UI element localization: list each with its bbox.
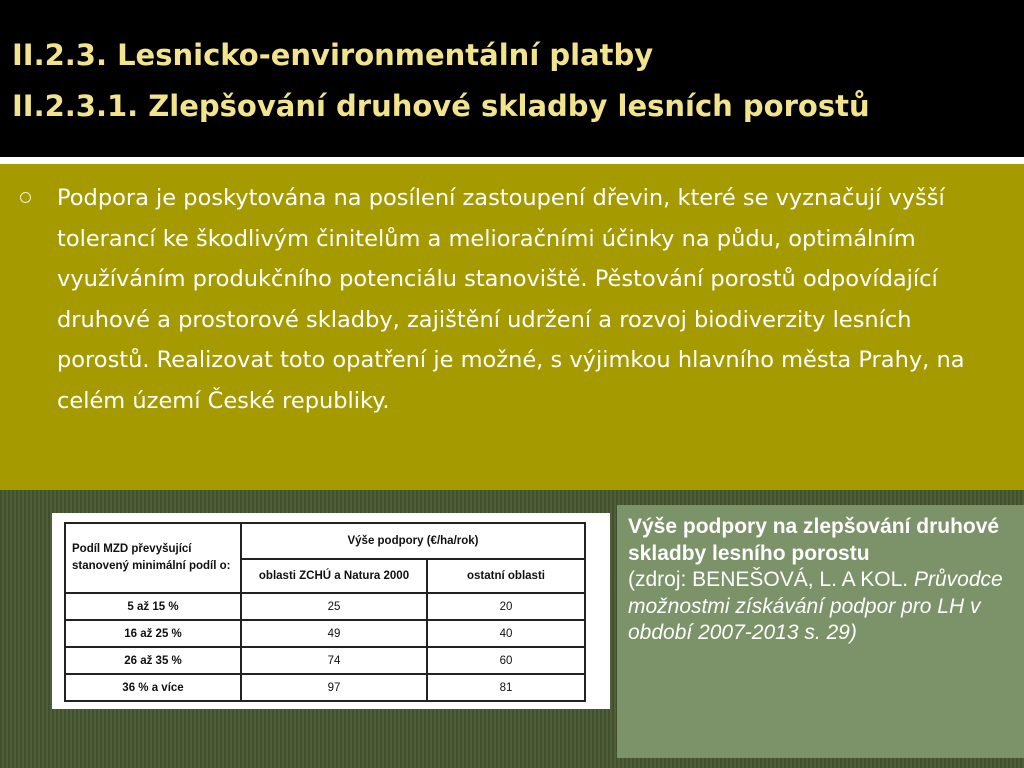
table-header-other-areas: ostatní oblasti [427, 559, 585, 593]
row-label: 36 % a více [65, 674, 241, 701]
row-value-protected: 25 [241, 593, 427, 620]
row-value-other: 20 [427, 593, 585, 620]
bullet-circle-icon [20, 192, 31, 203]
support-table [64, 522, 586, 702]
table-row [65, 674, 585, 701]
slide-title-line-2: II.2.3.1. Zlepšování druhové skladby lesních porostů [12, 89, 870, 123]
row-label: 5 až 15 % [65, 593, 241, 620]
row-value-other: 60 [427, 647, 585, 674]
table-row [65, 593, 585, 620]
table-header-protected-areas: oblasti ZCHÚ a Natura 2000 [241, 559, 427, 593]
row-value-protected: 97 [241, 674, 427, 701]
row-value-protected: 74 [241, 647, 427, 674]
table-row [65, 647, 585, 674]
table-caption [628, 514, 1018, 647]
slide-title-line-1: II.2.3. Lesnicko-environmentální platby [12, 38, 654, 72]
row-label: 26 až 35 % [65, 647, 241, 674]
slide-header [0, 0, 1024, 157]
header-separator [0, 157, 1024, 164]
row-value-protected: 49 [241, 620, 427, 647]
caption-source-title: Průvodce možnostmi získávání podpor pro LH v období 2007-2013 s. 29) [628, 568, 1003, 644]
support-table-card [52, 513, 610, 709]
bullet-text: Podpora je poskytována na posílení zastoupení dřevin, které se vyznačují vyšší tolerancí ke škodlivým činitelům a melioračními účinky na půdu, optimálním využíváním produkčního potenciálu stanoviště. Pěstování porostů odpovídající druhové a prostorové skladby, zajištění udržení a rozvoj biodiverzity lesních porostů. Realizovat toto opatření je možné, s výjimkou hlavního města Prahy, na celém území České republiky. [57, 185, 965, 414]
caption-source: (zdroj: BENEŠOVÁ, L. A KOL. [628, 568, 909, 591]
caption-title: Výše podpory na zlepšování druhové skladby lesního porostu [628, 515, 1000, 565]
row-value-other: 81 [427, 674, 585, 701]
table-header-share: Podíl MZD převyšující stanovený minimální podíl o: [65, 523, 241, 593]
row-label: 16 až 25 % [65, 620, 241, 647]
table-row [65, 620, 585, 647]
table-header-support: Výše podpory (€/ha/rok) [241, 523, 585, 559]
row-value-other: 40 [427, 620, 585, 647]
